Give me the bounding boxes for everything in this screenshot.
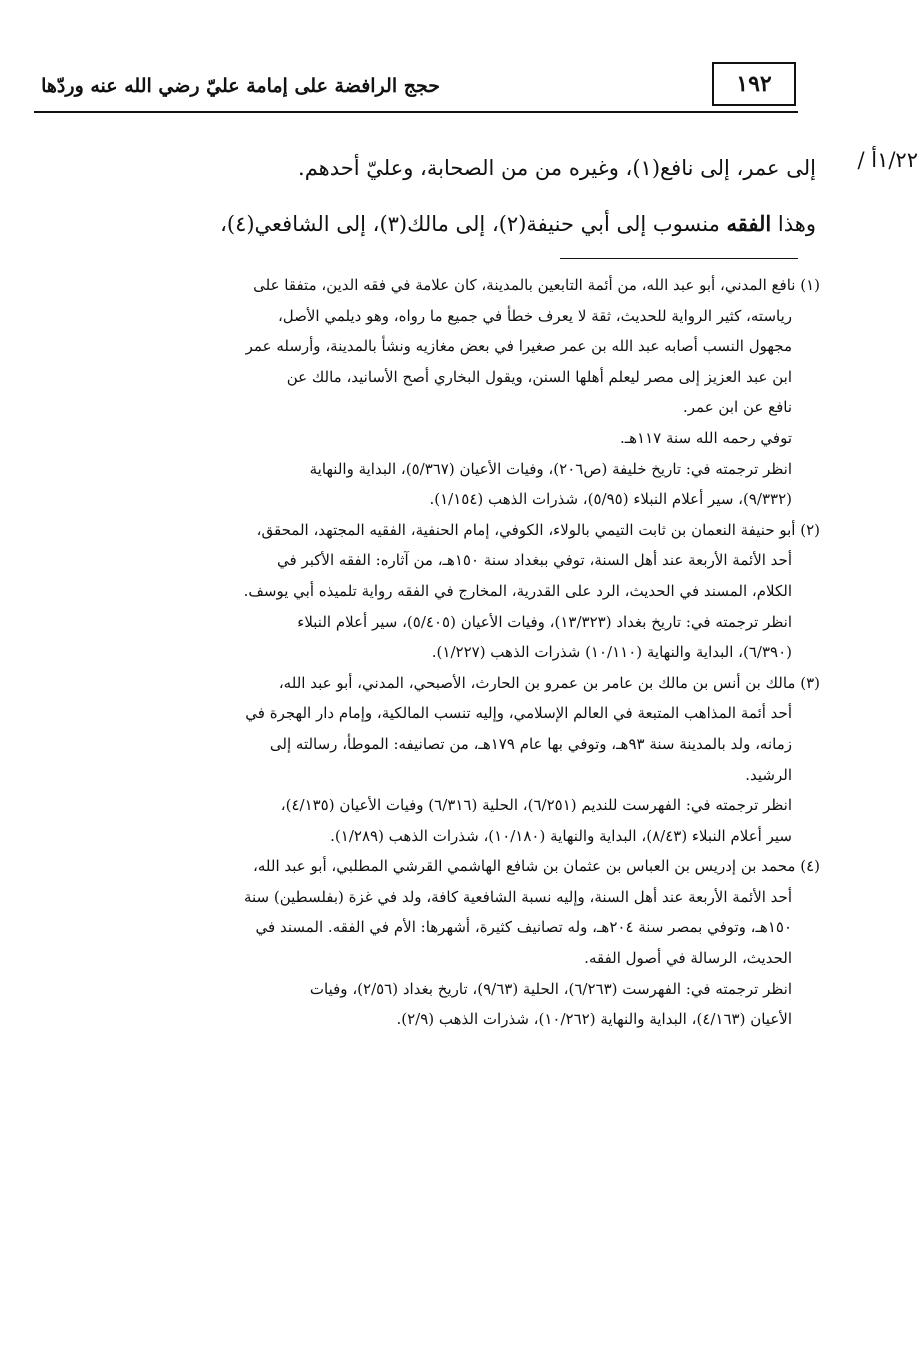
footnote-line: الحديث، الرسالة في أصول الفقه. bbox=[584, 949, 792, 968]
footnote-line: توفي رحمه الله سنة ١١٧هـ. bbox=[619, 428, 792, 447]
main-text-line-2-start: وهذا bbox=[771, 212, 816, 236]
main-text-line-2 bbox=[100, 196, 816, 252]
footnote-line: زمانه، ولد بالمدينة سنة ٩٣هـ، وتوفي بها عام ١٧٩هـ، من تصانيفه: الموطأ، رسالته إلى bbox=[269, 734, 792, 753]
manuscript-folio-reference: ١/٢٢أ / bbox=[857, 148, 918, 172]
footnote-line: نافع عن ابن عمر. bbox=[683, 398, 792, 417]
page-number-box bbox=[712, 62, 796, 106]
footnote-line: انظر ترجمته في: الفهرست (٦/٢٦٣)، الحلية (٩/٦٣)، تاريخ بغداد (٢/٥٦)، وفيات bbox=[309, 979, 792, 998]
footnote-line: أحد الأئمة الأربعة عند أهل السنة، توفي ببغداد سنة ١٥٠هـ، من آثاره: الفقه الأكبر في bbox=[277, 551, 792, 570]
footnote-line: انظر ترجمته في: تاريخ بغداد (١٣/٣٢٣)، وفيات الأعيان (٥/٤٠٥)، سير أعلام النبلاء bbox=[297, 612, 792, 631]
footnote-3 bbox=[34, 668, 820, 852]
footnote-4 bbox=[34, 851, 820, 1035]
main-text-line-2-end: منسوب إلى أبي حنيفة(٢)، إلى مالك(٣)، إلى الشافعي(٤)، bbox=[220, 212, 727, 236]
footnote-line: ١٥٠هـ، وتوفي بمصر سنة ٢٠٤هـ، وله تصانيف كثيرة، أشهرها: الأم في الفقه. المسند في bbox=[255, 918, 792, 937]
footnote-line: (٦/٣٩٠)، البداية والنهاية (١٠/١١٠) شذرات الذهب (١/٢٢٧). bbox=[431, 643, 792, 662]
footnote-line: مجهول النسب أصابه عبد الله بن عمر صغيرا في بعض مغازيه ونشأ بالمدينة، وأرسله عمر bbox=[245, 337, 792, 356]
footnote-line: الأعيان (٤/١٦٣)، البداية والنهاية (١٠/٢٦٢)، شذرات الذهب (٢/٩). bbox=[396, 1010, 792, 1029]
page-number: ١٩٢ bbox=[736, 71, 772, 97]
footnote-line: أحد الأئمة الأربعة عند أهل السنة، وإليه نسبة الشافعية كافة، ولد في غزة (بفلسطين) سنة bbox=[243, 887, 792, 906]
footnote-line: رياسته، كثير الرواية للحديث، ثقة لا يعرف خطأ في جميع ما رواه، وهو ديلمي الأصل، bbox=[277, 306, 792, 325]
footnote-line: (٣) مالك بن أنس بن مالك بن عامر بن عمرو بن الحارث، الأصبحي، المدني، أبو عبد الله، bbox=[278, 673, 820, 692]
footnote-line: (٩/٣٣٢)، سير أعلام النبلاء (٥/٩٥)، شذرات الذهب (١/١٥٤). bbox=[429, 490, 792, 509]
footnote-line: (٢) أبو حنيفة النعمان بن ثابت التيمي بالولاء، الكوفي، إمام الحنفية، الفقيه المجتهد، المحقق، bbox=[256, 520, 820, 539]
footnote-line: (١) نافع المدني، أبو عبد الله، من أئمة التابعين بالمدينة، كان علامة في فقه الدين، متفقا على bbox=[253, 276, 820, 294]
footnote-line: انظر ترجمته في: الفهرست للنديم (٦/٢٥١)، الحلية (٦/٣١٦) وفيات الأعيان (٤/١٣٥)، bbox=[280, 796, 792, 815]
main-text-bold-term: الفقه bbox=[726, 211, 772, 236]
footnote-1 bbox=[34, 270, 820, 515]
footnote-line: أحد أئمة المذاهب المتبعة في العالم الإسلامي، وإليه تنسب المالكية، وإمام دار الهجرة في bbox=[245, 704, 792, 723]
running-title: حجج الرافضة على إمامة عليّ رضي الله عنه وردّها bbox=[41, 75, 440, 97]
footnote-line: ابن عبد العزيز إلى مصر ليعلم أهلها السنن، ويقول البخاري أصح الأسانيد، مالك عن bbox=[286, 367, 792, 386]
footnote-2 bbox=[34, 515, 820, 668]
footnote-line: الرشيد. bbox=[745, 765, 792, 784]
main-text bbox=[100, 140, 816, 252]
footnote-line: (٤) محمد بن إدريس بن العباس بن عثمان بن شافع الهاشمي القرشي المطلبي، أبو عبد الله، bbox=[253, 857, 820, 876]
header-rule bbox=[34, 111, 798, 113]
footnote-separator bbox=[560, 258, 798, 259]
main-text-line-1: إلى عمر، إلى نافع(١)، وغيره من من الصحابة، وعليّ أحدهم. bbox=[298, 156, 816, 180]
footnote-line: انظر ترجمته في: تاريخ خليفة (ص٢٠٦)، وفيات الأعيان (٥/٣٦٧)، البداية والنهاية bbox=[309, 459, 792, 478]
footnotes bbox=[34, 270, 820, 1035]
footnote-line: الكلام، المسند في الحديث، الرد على القدرية، المخارج في الفقه رواية تلميذه أبي يوسف. bbox=[243, 581, 792, 600]
footnote-line: سير أعلام النبلاء (٨/٤٣)، البداية والنهاية (١٠/١٨٠)، شذرات الذهب (١/٢٨٩). bbox=[330, 826, 792, 845]
